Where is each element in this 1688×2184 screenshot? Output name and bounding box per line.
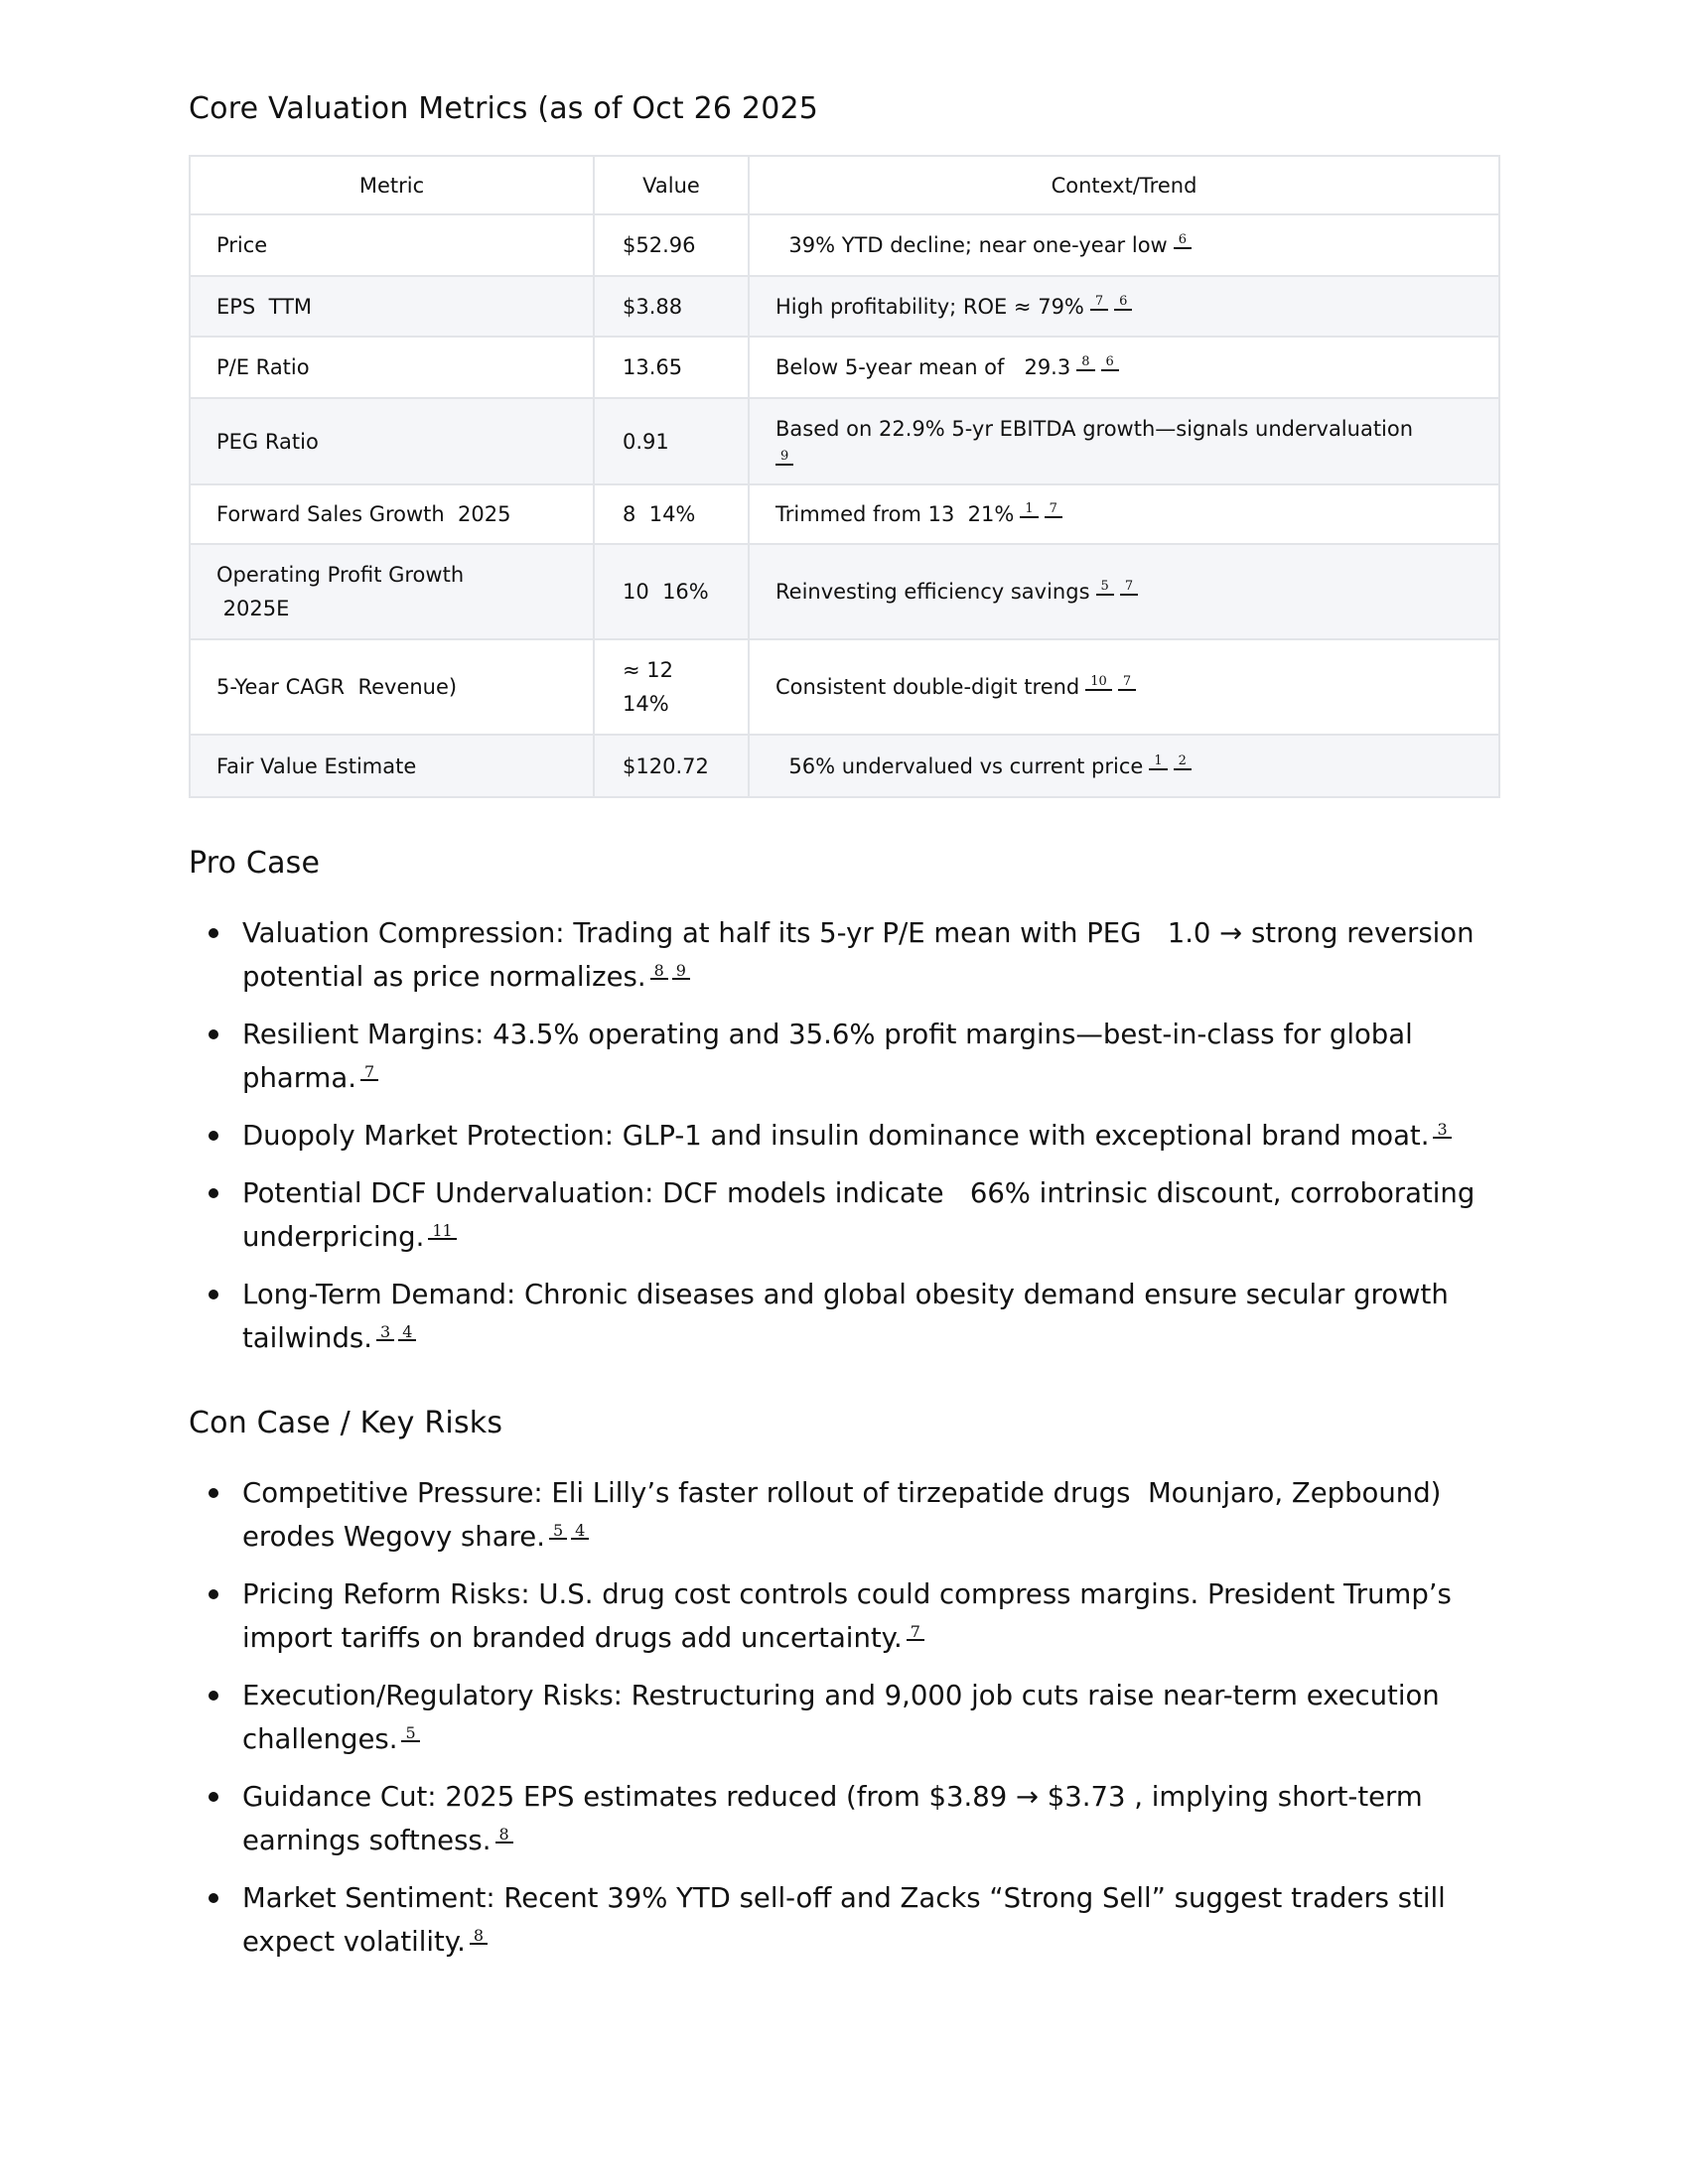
- list-item: [189, 1171, 1509, 1259]
- citation-link[interactable]: 5: [549, 1524, 567, 1540]
- bullet-icon: [209, 1488, 218, 1498]
- context-text: High profitability; ROE ≈ 79%: [775, 294, 1084, 319]
- metric-text-line2: 2025E: [216, 597, 290, 620]
- table-row: [190, 337, 1499, 398]
- value-cell: 13.65: [594, 337, 749, 398]
- valuation-metrics-table: [189, 155, 1500, 798]
- bullet-icon: [209, 1589, 218, 1599]
- citation-link[interactable]: 11: [428, 1224, 456, 1240]
- context-cell: [749, 276, 1499, 337]
- metric-cell: Price: [190, 214, 594, 276]
- bullet-icon: [209, 1188, 218, 1198]
- table-row: [190, 544, 1499, 639]
- metric-cell: PEG Ratio: [190, 398, 594, 484]
- citation-link[interactable]: 5: [401, 1726, 419, 1742]
- context-text: Based on 22.9% 5-yr EBITDA growth—signals undervaluation: [775, 416, 1414, 441]
- list-item-text: Market Sentiment: Recent 39% YTD sell-off and Zacks “Strong Sell” suggest traders still expect volatility.: [242, 1882, 1446, 1958]
- citation-link[interactable]: 7: [1090, 295, 1108, 311]
- list-item: [189, 1114, 1509, 1158]
- list-item: [189, 1273, 1509, 1360]
- context-text: Below 5-year mean of 29.3: [775, 355, 1071, 379]
- value-cell: 8 14%: [594, 484, 749, 544]
- value-text-line1: ≈ 12: [623, 658, 673, 682]
- citation-link[interactable]: 8: [495, 1828, 513, 1843]
- context-cell: [749, 337, 1499, 398]
- table-row: [190, 484, 1499, 544]
- citation-link[interactable]: 8: [650, 964, 668, 980]
- table-row: [190, 639, 1499, 735]
- context-text: Trimmed from 13 21%: [775, 502, 1015, 526]
- metric-cell: Fair Value Estimate: [190, 735, 594, 797]
- value-cell: $120.72: [594, 735, 749, 797]
- metric-cell: Forward Sales Growth 2025: [190, 484, 594, 544]
- bullet-icon: [209, 928, 218, 938]
- context-text: Reinvesting efficiency savings: [775, 580, 1090, 604]
- citation-link[interactable]: 5: [1096, 580, 1114, 596]
- list-item-text: Competitive Pressure: Eli Lilly’s faster rollout of tirzepatide drugs Mounjaro, Zepbound) erodes Wegovy share.: [242, 1477, 1451, 1553]
- bullet-icon: [209, 1029, 218, 1039]
- pro-case-list: [189, 911, 1509, 1374]
- bullet-icon: [209, 1131, 218, 1141]
- citation-link[interactable]: 8: [470, 1929, 488, 1945]
- metric-cell: P/E Ratio: [190, 337, 594, 398]
- context-cell: [749, 735, 1499, 797]
- list-item: [189, 1572, 1509, 1660]
- metric-cell: EPS TTM: [190, 276, 594, 337]
- metric-cell: 5-Year CAGR Revenue): [190, 639, 594, 735]
- citation-link[interactable]: 6: [1174, 233, 1192, 249]
- list-item-text: Valuation Compression: Trading at half its 5-yr P/E mean with PEG 1.0 → strong reversion potential as price normalizes.: [242, 917, 1483, 993]
- column-header-value: Value: [594, 156, 749, 214]
- list-item-text: Resilient Margins: 43.5% operating and 35.6% profit margins—best-in-class for global pharma.: [242, 1019, 1413, 1094]
- citation-link[interactable]: 1: [1020, 502, 1038, 518]
- table-row: [190, 276, 1499, 337]
- list-item: [189, 1674, 1509, 1761]
- metric-text-line1: Operating Profit Growth: [216, 563, 465, 587]
- citation-link[interactable]: 2: [1174, 754, 1192, 770]
- section-title-con-case: Con Case / Key Risks: [189, 1406, 503, 1440]
- citation-link[interactable]: 4: [398, 1325, 416, 1341]
- section-title-pro-case: Pro Case: [189, 846, 321, 881]
- column-header-metric: Metric: [190, 156, 594, 214]
- bullet-icon: [209, 1893, 218, 1903]
- value-cell: [594, 639, 749, 735]
- citation-link[interactable]: 9: [672, 964, 690, 980]
- table-row: [190, 214, 1499, 276]
- citation-link[interactable]: 8: [1076, 355, 1094, 371]
- citation-link[interactable]: 7: [1120, 580, 1138, 596]
- citation-link[interactable]: 10: [1085, 675, 1112, 691]
- list-item-text: Potential DCF Undervaluation: DCF models indicate 66% intrinsic discount, corroborating underpricing.: [242, 1177, 1484, 1253]
- con-case-list: [189, 1471, 1509, 1978]
- list-item: [189, 1775, 1509, 1862]
- citation-link[interactable]: 7: [1045, 502, 1062, 518]
- value-cell: 0.91: [594, 398, 749, 484]
- context-cell: [749, 639, 1499, 735]
- citation-link[interactable]: 7: [1118, 675, 1136, 691]
- citation-link[interactable]: 6: [1101, 355, 1119, 371]
- context-cell: [749, 484, 1499, 544]
- value-cell: $52.96: [594, 214, 749, 276]
- context-cell: [749, 214, 1499, 276]
- list-item: [189, 1013, 1509, 1100]
- value-cell: $3.88: [594, 276, 749, 337]
- bullet-icon: [209, 1792, 218, 1802]
- list-item-text: Guidance Cut: 2025 EPS estimates reduced (from $3.89 → $3.73 , implying short-term earnings softness.: [242, 1781, 1423, 1856]
- context-text: 56% undervalued vs current price: [775, 753, 1144, 778]
- metric-cell: [190, 544, 594, 639]
- value-cell: 10 16%: [594, 544, 749, 639]
- context-cell: [749, 398, 1499, 484]
- list-item: [189, 1876, 1509, 1964]
- context-cell: [749, 544, 1499, 639]
- citation-link[interactable]: 7: [907, 1625, 924, 1641]
- list-item-text: Execution/Regulatory Risks: Restructuring and 9,000 job cuts raise near-term execution challenges.: [242, 1680, 1440, 1755]
- citation-link[interactable]: 4: [571, 1524, 589, 1540]
- citation-link[interactable]: 3: [376, 1325, 394, 1341]
- context-text: Consistent double-digit trend: [775, 675, 1080, 699]
- table-row: [190, 735, 1499, 797]
- context-text: 39% YTD decline; near one-year low: [775, 233, 1168, 257]
- list-item-text: Duopoly Market Protection: GLP-1 and insulin dominance with exceptional brand moat.: [242, 1120, 1430, 1152]
- column-header-context: Context/Trend: [749, 156, 1499, 214]
- list-item: [189, 1471, 1509, 1559]
- list-item-text: Long-Term Demand: Chronic diseases and global obesity demand ensure secular growth tailwinds.: [242, 1279, 1449, 1354]
- table-row: [190, 398, 1499, 484]
- citation-link[interactable]: 3: [1433, 1123, 1451, 1139]
- bullet-icon: [209, 1290, 218, 1299]
- list-item-text: Pricing Reform Risks: U.S. drug cost controls could compress margins. President Trump’s import tariffs on branded drugs add uncertainty.: [242, 1578, 1452, 1654]
- table-header-row: [190, 156, 1499, 214]
- list-item: [189, 911, 1509, 999]
- section-title-core-valuation: Core Valuation Metrics (as of Oct 26 2025: [189, 91, 819, 126]
- citation-link[interactable]: 6: [1114, 295, 1132, 311]
- citation-link[interactable]: 7: [360, 1065, 378, 1081]
- citation-link[interactable]: 1: [1149, 754, 1167, 770]
- citation-link[interactable]: 9: [775, 450, 793, 466]
- bullet-icon: [209, 1691, 218, 1701]
- value-text-line2: 14%: [623, 692, 669, 716]
